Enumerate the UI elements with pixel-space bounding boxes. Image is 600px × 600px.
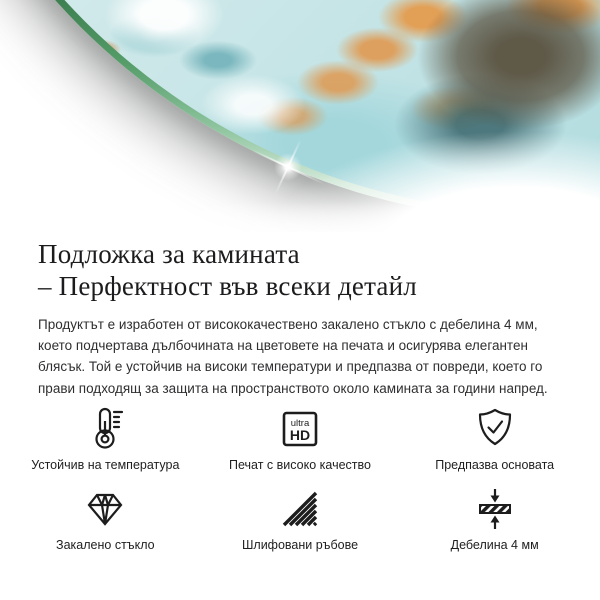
shield-check-icon (397, 405, 592, 452)
product-info-section (0, 238, 600, 552)
features-grid (8, 405, 592, 552)
feature-label: Устойчив на температура (31, 458, 180, 473)
diamond-icon (8, 485, 203, 532)
polished-edges-icon (203, 485, 398, 532)
title-line-2: – Перфектност във всеки детайл (38, 271, 417, 302)
title-line-1: Подложка за камината (38, 239, 300, 269)
feature-tempered-glass (8, 485, 203, 552)
page-title (38, 238, 562, 303)
feature-label: Предпазва основата (435, 458, 555, 473)
svg-text:HD: HD (289, 427, 311, 444)
feature-temperature (8, 405, 203, 472)
feature-label: Закалено стъкло (56, 538, 155, 553)
feature-polished-edges (203, 485, 398, 552)
feature-print-quality (203, 405, 398, 472)
feature-label: Дебелина 4 мм (450, 538, 539, 553)
feature-label: Печат с високо качество (229, 458, 371, 473)
feature-label: Шлифовани ръбове (241, 538, 359, 553)
product-description: Продуктът е изработен от висококачествено закалено стъкло с дебелина 4 мм, което подчертава дълбочината на цветовете на печата и осигурява елегантен блясък. Той е устойчив на високи температури и предпазва от повреди, което го прави подходящ за защита на пространството около камината за години напред. (38, 316, 548, 396)
product-photo (0, 0, 600, 232)
feature-protects-base (397, 405, 592, 472)
thickness-icon (397, 485, 592, 532)
ultra-hd-icon (203, 405, 398, 452)
thermometer-icon (8, 405, 203, 452)
svg-text:ultra: ultra (290, 418, 310, 430)
feature-thickness (397, 485, 592, 552)
